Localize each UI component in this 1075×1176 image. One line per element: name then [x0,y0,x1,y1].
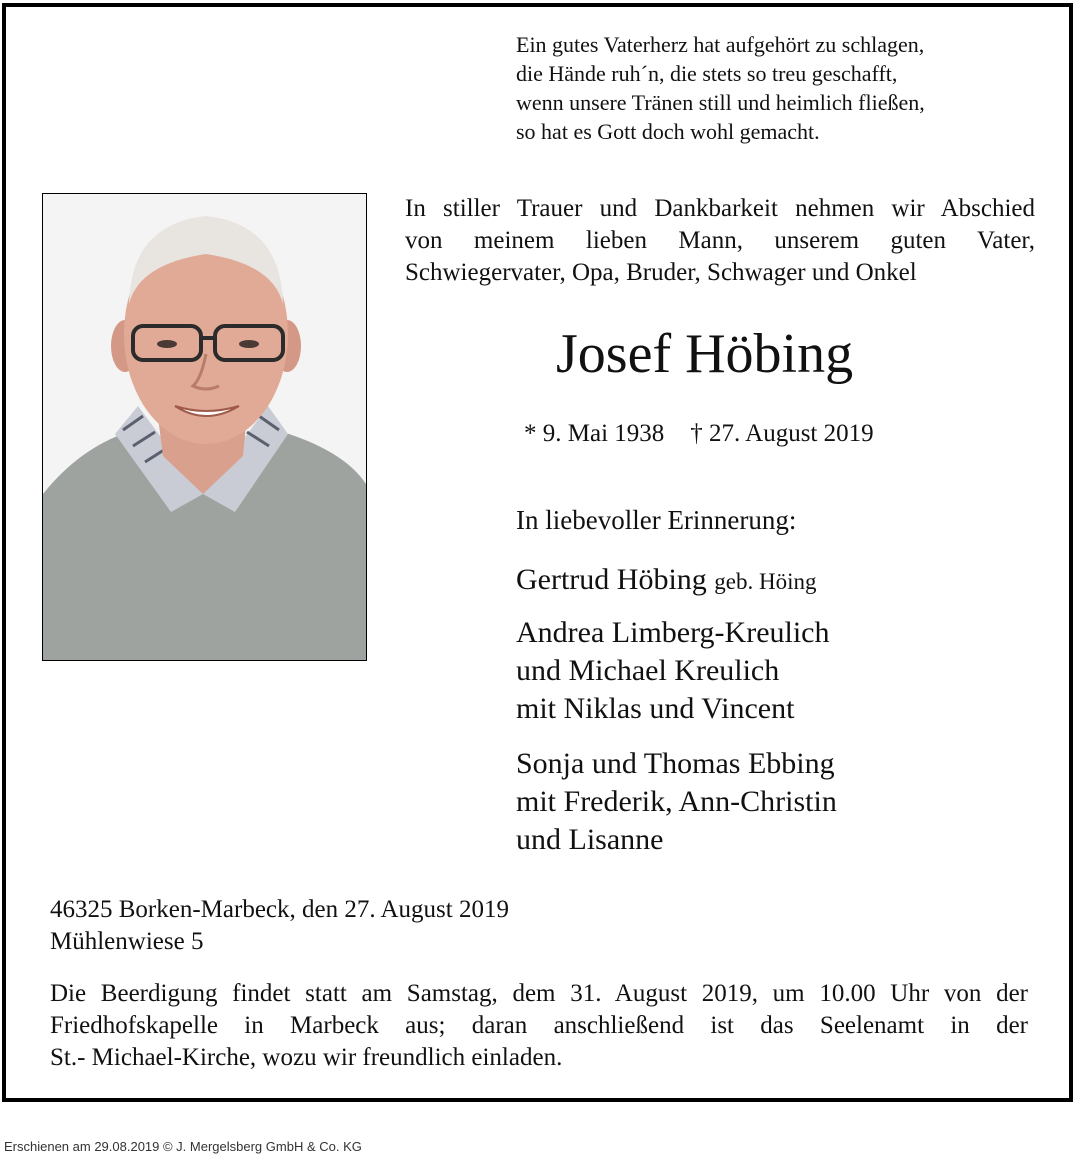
place-date: 46325 Borken-Marbeck, den 27. August 2019 [50,896,509,923]
portrait-photo [42,193,367,661]
farewell-text [405,193,1035,289]
family-line: und Michael Kreulich [516,654,780,687]
family-line: und Lisanne [516,823,664,856]
funeral-line: Friedhofskapelle in Marbeck aus; daran anschließend ist das Seelenamt in der [50,1012,1028,1039]
farewell-line: Schwiegervater, Opa, Bruder, Schwager und Onkel [405,259,917,286]
family-group-2 [516,745,837,859]
funeral-line: Die Beerdigung findet statt am Samstag, dem 31. August 2019, um 10.00 Uhr von der [50,980,1028,1007]
poem-line: Ein gutes Vaterherz hat aufgehört zu schlagen, [516,32,925,57]
deceased-name: Josef Höbing [556,323,854,385]
poem-line: wenn unsere Tränen still und heimlich fließen, [516,90,925,115]
family-line: Sonja und Thomas Ebbing [516,747,835,780]
family-group-1 [516,614,830,728]
widow-birthname: geb. Höing [714,569,817,594]
birth-date: * 9. Mai 1938 [524,420,665,447]
address-block [50,894,509,958]
family-line: mit Frederik, Ann-Christin [516,785,837,818]
street-address: Mühlenwiese 5 [50,928,204,955]
family-line: Andrea Limberg-Kreulich [516,616,830,649]
widow-name: Gertrud Höbing [516,563,707,596]
poem-line: die Hände ruh´n, die stets so treu geschafft, [516,61,898,86]
funeral-info [50,978,1028,1074]
memory-heading: In liebevoller Erinnerung: [516,505,797,535]
death-date: † 27. August 2019 [690,420,874,447]
family-line: mit Niklas und Vincent [516,692,795,725]
poem-line: so hat es Gott doch wohl gemacht. [516,119,820,144]
farewell-line: In stiller Trauer und Dankbarkeit nehmen wir Abschied [405,195,1035,222]
widow [516,561,817,601]
memorial-poem [516,30,925,146]
farewell-line: von meinem lieben Mann, unserem guten Vater, [405,227,1035,254]
funeral-line: St.- Michael-Kirche, wozu wir freundlich einladen. [50,1044,563,1071]
publication-footer: Erschienen am 29.08.2019 © J. Mergelsberg GmbH & Co. KG [4,1139,362,1154]
life-dates [524,418,900,450]
